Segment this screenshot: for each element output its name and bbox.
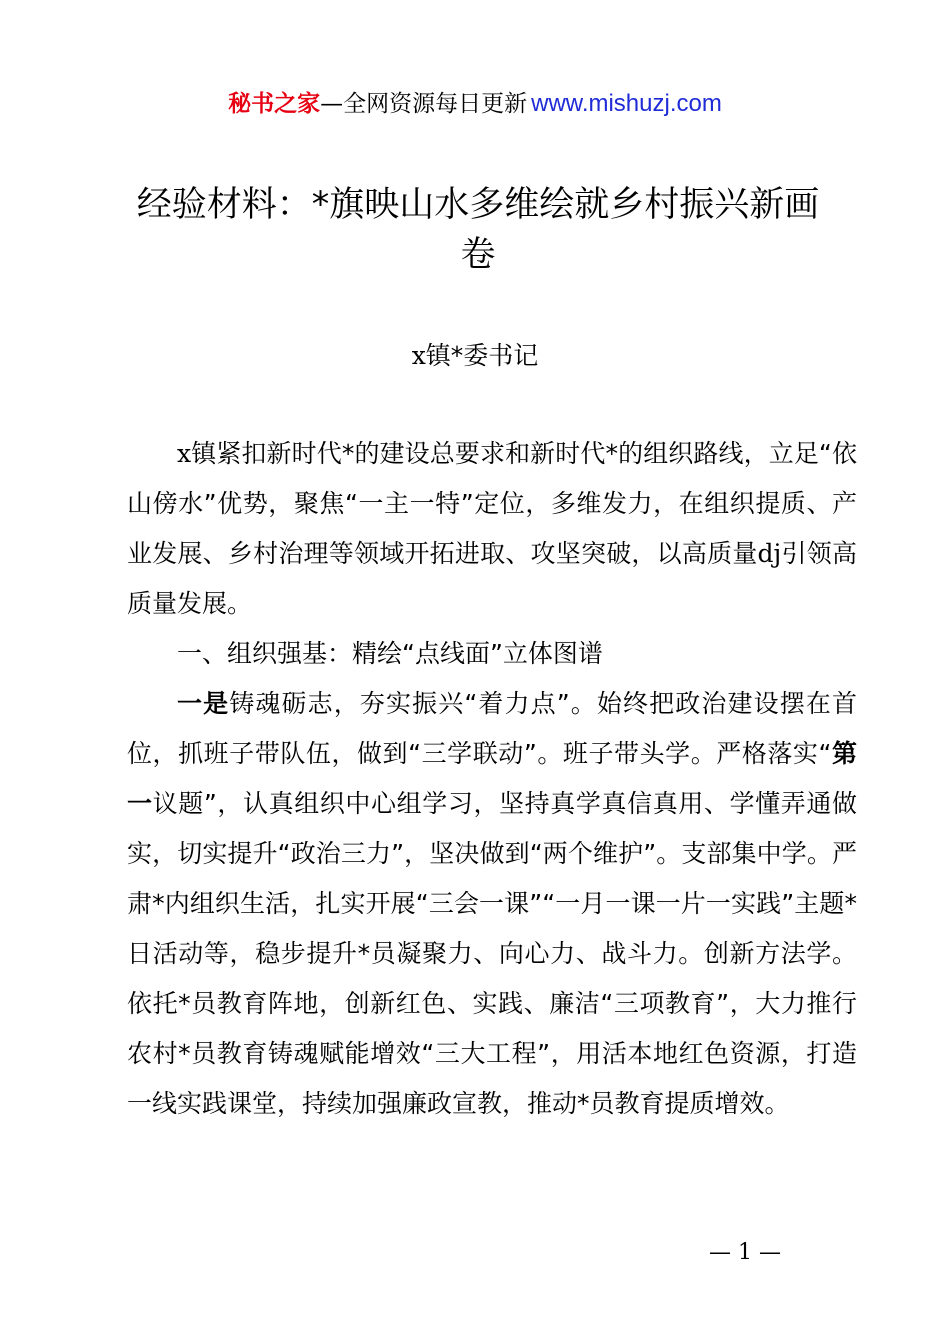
point-text-a: 铸魂砺志，夯实振兴“着力点”。始终把政治建设摆在首位，抓班子带队伍，做到“三学联动”。班子带头学。严格落实“ — [127, 689, 857, 768]
intro-prefix: x — [177, 439, 192, 468]
intro-latin: dj — [757, 539, 782, 568]
author-prefix: x — [411, 341, 426, 370]
document-title: 经验材料：*旗映山水多维绘就乡村振兴新画卷 — [136, 185, 820, 275]
author-line — [0, 338, 950, 374]
header-tagline: —全网资源每日更新 — [320, 91, 528, 117]
brand-name: 秘书之家 — [228, 91, 321, 117]
point-bold-word: 第一 — [127, 739, 857, 818]
paragraph-intro — [127, 429, 857, 629]
page-number: — 1 — — [709, 1240, 781, 1265]
intro-text-a: 镇紧扣新时代*的建设总要求和新时代*的组织路线，立足“依山傍水”优势，聚焦“一主一特”定位，多维发力，在组织提质、产业发展、乡村治理等领域开拓进取、攻坚突破，以高质量 — [127, 439, 857, 568]
site-url-link[interactable]: www.mishuzj.com — [531, 90, 722, 117]
author-title: 镇*委书记 — [425, 341, 539, 370]
intro-text-b: 引领高质量发展。 — [127, 539, 857, 618]
header-banner — [0, 86, 950, 122]
section-heading: 一、组织强基：精绘“点线面”立体图谱 — [177, 639, 603, 668]
body-text — [127, 429, 857, 1129]
paragraph-point-one — [127, 679, 857, 1129]
point-text-b: 议题”，认真组织中心组学习，坚持真学真信真用、学懂弄通做实，切实提升“政治三力”，坚决做到“两个维护”。支部集中学。严肃*内组织生活，扎实开展“三会一课”“一月一课一片一实践”主题*日活动等，稳步提升*员凝聚力、向心力、战斗力。创新方法学。依托*员教育阵地，创新红色、实践、廉洁“三项教育”，大力推行农村*员教育铸魂赋能增效“三大工程”，用活本地红色资源，打造一线实践课堂，持续加强廉政宣教，推动*员教育提质增效。 — [127, 789, 857, 1118]
point-lead: 一是 — [177, 689, 230, 718]
